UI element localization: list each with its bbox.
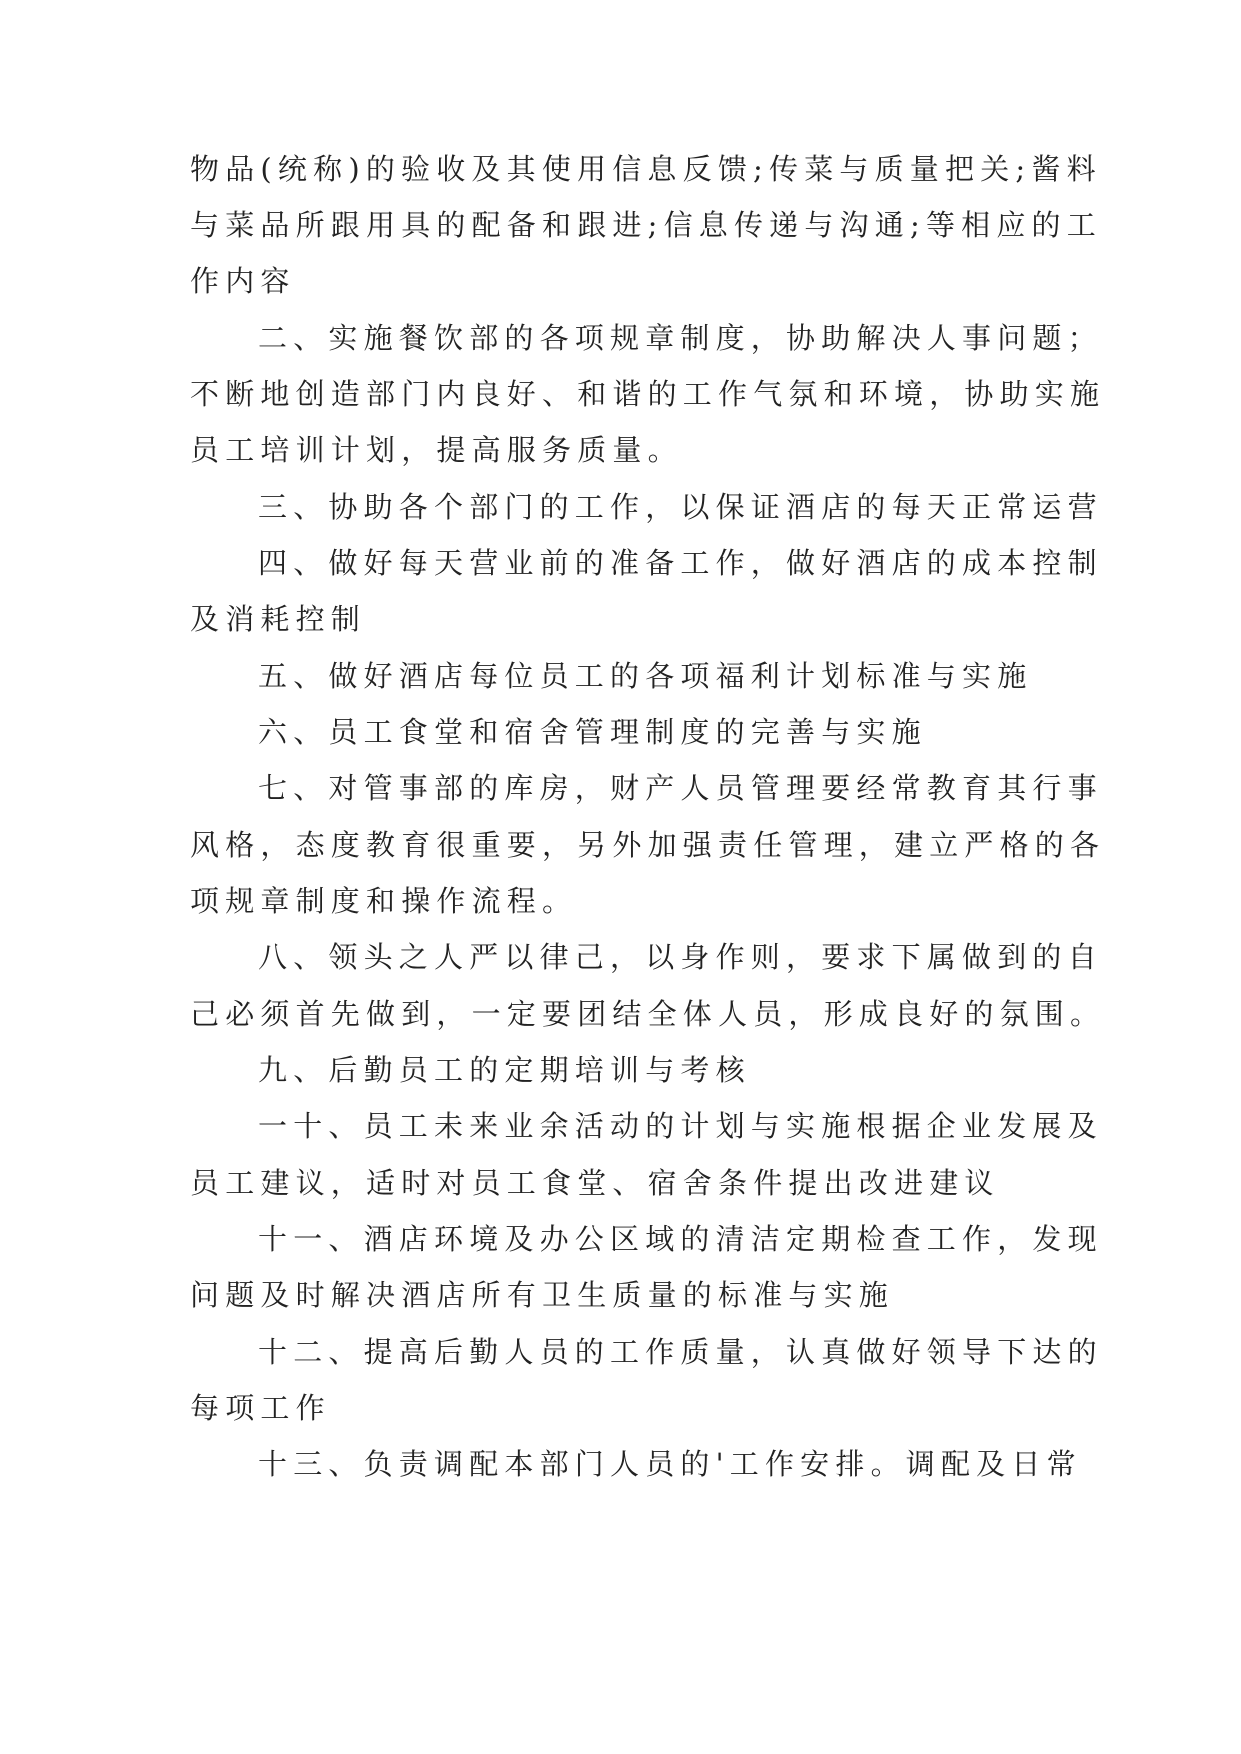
paragraph-9-line-1: 九、后勤员工的定期培训与考核: [258, 1053, 751, 1087]
paragraph-7-line-1: 七、对管事部的库房，财产人员管理要经常教育其行事: [258, 771, 1103, 805]
paragraph-8-line-1: 八、领头之人严以律己，以身作则，要求下属做到的自: [258, 940, 1103, 974]
paragraph-10-line-1: 一十、员工未来业余活动的计划与实施根据企业发展及: [258, 1109, 1103, 1143]
paragraph-2-line-3: 员工培训计划，提高服务质量。: [190, 433, 683, 467]
paragraph-2-line-2: 不断地创造部门内良好、和谐的工作气氛和环境，协助实施: [190, 377, 1106, 411]
paragraph-10-line-2: 员工建议，适时对员工食堂、宿舍条件提出改进建议: [190, 1166, 1000, 1200]
paragraph-3-line-1: 三、协助各个部门的工作，以保证酒店的每天正常运营: [258, 490, 1103, 524]
paragraph-12-line-1: 十二、提高后勤人员的工作质量，认真做好领导下达的: [258, 1335, 1103, 1369]
text-line-1: 物品(统称)的验收及其使用信息反馈;传菜与质量把关;酱料: [190, 152, 1102, 186]
paragraph-7-line-3: 项规章制度和操作流程。: [190, 884, 578, 918]
paragraph-11-line-2: 问题及时解决酒店所有卫生质量的标准与实施: [190, 1278, 895, 1312]
paragraph-13-line-1: 十三、负责调配本部门人员的'工作安排。调配及日常: [258, 1447, 1082, 1481]
paragraph-2-line-1: 二、实施餐饮部的各项规章制度，协助解决人事问题；: [258, 321, 1103, 355]
paragraph-7-line-2: 风格，态度教育很重要，另外加强责任管理，建立严格的各: [190, 828, 1106, 862]
text-line-2: 与菜品所跟用具的配备和跟进;信息传递与沟通;等相应的工: [190, 208, 1102, 242]
paragraph-5-line-1: 五、做好酒店每位员工的各项福利计划标准与实施: [258, 659, 1033, 693]
paragraph-4-line-2: 及消耗控制: [190, 602, 367, 636]
paragraph-8-line-2: 己必须首先做到，一定要团结全体人员，形成良好的氛围。: [190, 997, 1106, 1031]
paragraph-11-line-1: 十一、酒店环境及办公区域的清洁定期检查工作，发现: [258, 1222, 1103, 1256]
paragraph-4-line-1: 四、做好每天营业前的准备工作，做好酒店的成本控制: [258, 546, 1103, 580]
paragraph-12-line-2: 每项工作: [190, 1391, 331, 1425]
text-line-3: 作内容: [190, 264, 296, 298]
paragraph-6-line-1: 六、员工食堂和宿舍管理制度的完善与实施: [258, 715, 927, 749]
